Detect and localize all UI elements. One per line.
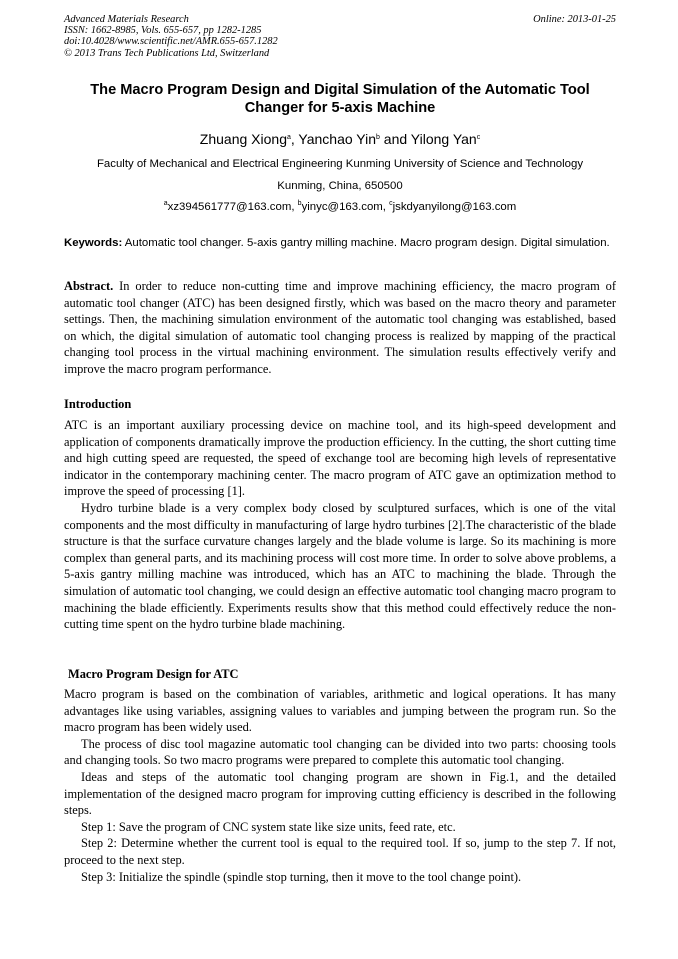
introduction-heading: Introduction xyxy=(64,397,132,411)
macro-step: Step 3: Initialize the spindle (spindle stop turning, then it move to the tool change point). xyxy=(81,869,522,884)
author-name: and Yilong Yan xyxy=(379,131,477,147)
abstract-label: Abstract. xyxy=(64,279,114,293)
macro-section-heading: Macro Program Design for ATC xyxy=(68,667,239,681)
macro-step: Step 2: Determine whether the current tool is equal to the required tool. If so, jump to the step 7. If not, proceed to the next step. xyxy=(64,836,616,867)
abstract-text: In order to reduce non-cutting time and improve machining efficiency, the macro program of automatic tool changer (ATC) has been designed firstly, which was based on the macro theory and parameter settings. Then, the machining simulation environment of the automatic tool changing was established, based on which, the digital simulation of automatic tool changing process is realized by mapping of the practical changing tool process in the virtual machining environment. The simulation results effectively verify and improve the macro program performance. xyxy=(64,279,616,376)
keywords-text: Automatic tool changer. 5-axis gantry milling machine. Macro program design. Digital simulation. xyxy=(122,237,610,249)
author-superscript: c xyxy=(476,134,481,141)
email-superscript: a xyxy=(163,200,168,207)
author-name: Zhuang Xiong xyxy=(199,131,287,147)
keywords-block xyxy=(64,236,616,251)
introduction-body xyxy=(64,417,616,633)
author-emails xyxy=(64,200,616,214)
macro-paragraph: The process of disc tool magazine automatic tool changing can be divided into two parts: choosing tools and changing tools. So two macro programs were prepared to complete this automatic tool changing. xyxy=(64,736,616,768)
macro-paragraph: Ideas and steps of the automatic tool changing program are shown in Fig.1, and the detailed implementation of the designed macro program for improving cutting efficiency is described in the following steps. xyxy=(64,769,616,818)
author-name: , Yanchao Yin xyxy=(290,131,376,147)
doi-line: doi:10.4028/www.scientific.net/AMR.655-657.1282 xyxy=(64,36,278,48)
online-date: Online: 2013-01-25 xyxy=(533,14,616,25)
affiliation-line-2: Kunming, China, 650500 xyxy=(277,180,403,192)
email-superscript: b xyxy=(297,200,302,207)
author-superscript: b xyxy=(376,134,380,141)
email-address: xz394561777@163.com, xyxy=(167,201,298,213)
email-superscript: c xyxy=(389,200,393,207)
macro-step: Step 1: Save the program of CNC system state like size units, feed rate, etc. xyxy=(81,819,456,834)
affiliation-line-1: Faculty of Mechanical and Electrical Engineering Kunming University of Science and Technology xyxy=(96,158,584,170)
paper-title: The Macro Program Design and Digital Simulation of the Automatic Tool Changer for 5-axis Machine xyxy=(90,82,590,116)
issn-line: ISSN: 1662-8985, Vols. 655-657, pp 1282-1285 xyxy=(64,25,262,37)
journal-header xyxy=(64,14,616,59)
macro-paragraph: Macro program is based on the combination of variables, arithmetic and logical operations. It has many advantages like using variables, assigning values to variables and jumping between the program run. So the macro program has been widely used. xyxy=(64,687,616,735)
keywords-label: Keywords: xyxy=(64,237,123,249)
email-address: jskdyanyilong@163.com xyxy=(392,201,517,213)
author-list xyxy=(64,130,616,148)
email-address: yinyc@163.com, xyxy=(301,201,390,213)
abstract-block xyxy=(64,278,616,378)
journal-name: Advanced Materials Research xyxy=(64,14,189,25)
copyright-line: © 2013 Trans Tech Publications Ltd, Switzerland xyxy=(64,47,270,59)
macro-section-body xyxy=(64,686,616,885)
introduction-paragraph: ATC is an important auxiliary processing device on machine tool, and its high-speed development and application of components dramatically improve the production efficiency. In the cutting, the short cutting time and high cutting speed are requested, the speed of exchange tool are becoming high levels of representative indicator in the contemporary machining center. The macro program of ATC gave an optimization method to improve the speed of processing [1]. xyxy=(64,418,616,499)
introduction-paragraph: Hydro turbine blade is a very complex body closed by sculptured surfaces, which is one of the vital components and the most difficulty in manufacturing of large hydro turbines [2].The characteristic of the blade structure is that the surface curvature changes largely and the blade volume is large. So its machining is more complex than general parts, and its machining process will cost more time. In order to solve above problems, a 5-axis gantry milling machine was introduced, which has an ATC to machining the blade. Through the simulation of automatic tool changing, we could design an effective automatic tool changing macro program to machining the blade efficiently. Experiments results show that this method could effectively reduce the non-cutting time spent on the hydro turbine blade machining. xyxy=(64,500,616,632)
author-superscript: a xyxy=(286,134,291,141)
